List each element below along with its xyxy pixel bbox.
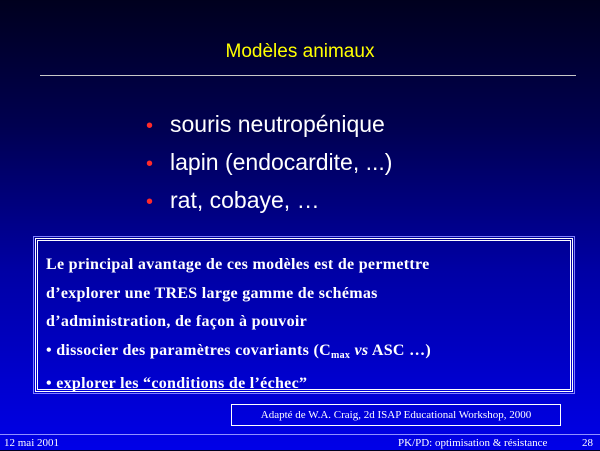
versus-text: vs	[354, 341, 369, 359]
box-text: ASC …)	[368, 341, 432, 359]
box-line-cmax	[46, 337, 562, 371]
bullet-icon: •	[146, 191, 154, 213]
bullet-text: lapin (endocardite, ...)	[170, 149, 393, 175]
footer-date: 12 mai 2001	[4, 437, 59, 449]
bullet-item	[146, 182, 392, 220]
footer	[0, 434, 600, 451]
bullet-icon: •	[146, 115, 154, 137]
box-text: • dissocier des paramètres covariants (C	[46, 341, 331, 359]
bullet-item	[146, 106, 392, 144]
slide-title: Modèles animaux	[225, 41, 375, 62]
box-line: Le principal avantage de ces modèles est de permettre	[46, 256, 430, 273]
page-number: 28	[582, 437, 593, 449]
bullet-text: rat, cobaye, …	[170, 187, 320, 213]
source-citation: Adapté de W.A. Craig, 2d ISAP Educational Workshop, 2000	[231, 404, 561, 426]
subscript-max: max	[330, 349, 351, 361]
highlight-box	[35, 238, 573, 392]
bullet-list	[146, 106, 392, 220]
bullet-item	[146, 144, 392, 182]
bullet-icon: •	[146, 153, 154, 175]
title-divider	[40, 75, 576, 76]
box-line: • explorer les “conditions de l’échec”	[46, 375, 308, 393]
box-line: d’explorer une TRES large gamme de schémas	[46, 284, 378, 302]
box-line: d’administration, de façon à pouvoir	[46, 313, 308, 331]
footer-course-title: PK/PD: optimisation & résistance	[398, 437, 548, 449]
bullet-text: souris neutropénique	[170, 111, 385, 137]
